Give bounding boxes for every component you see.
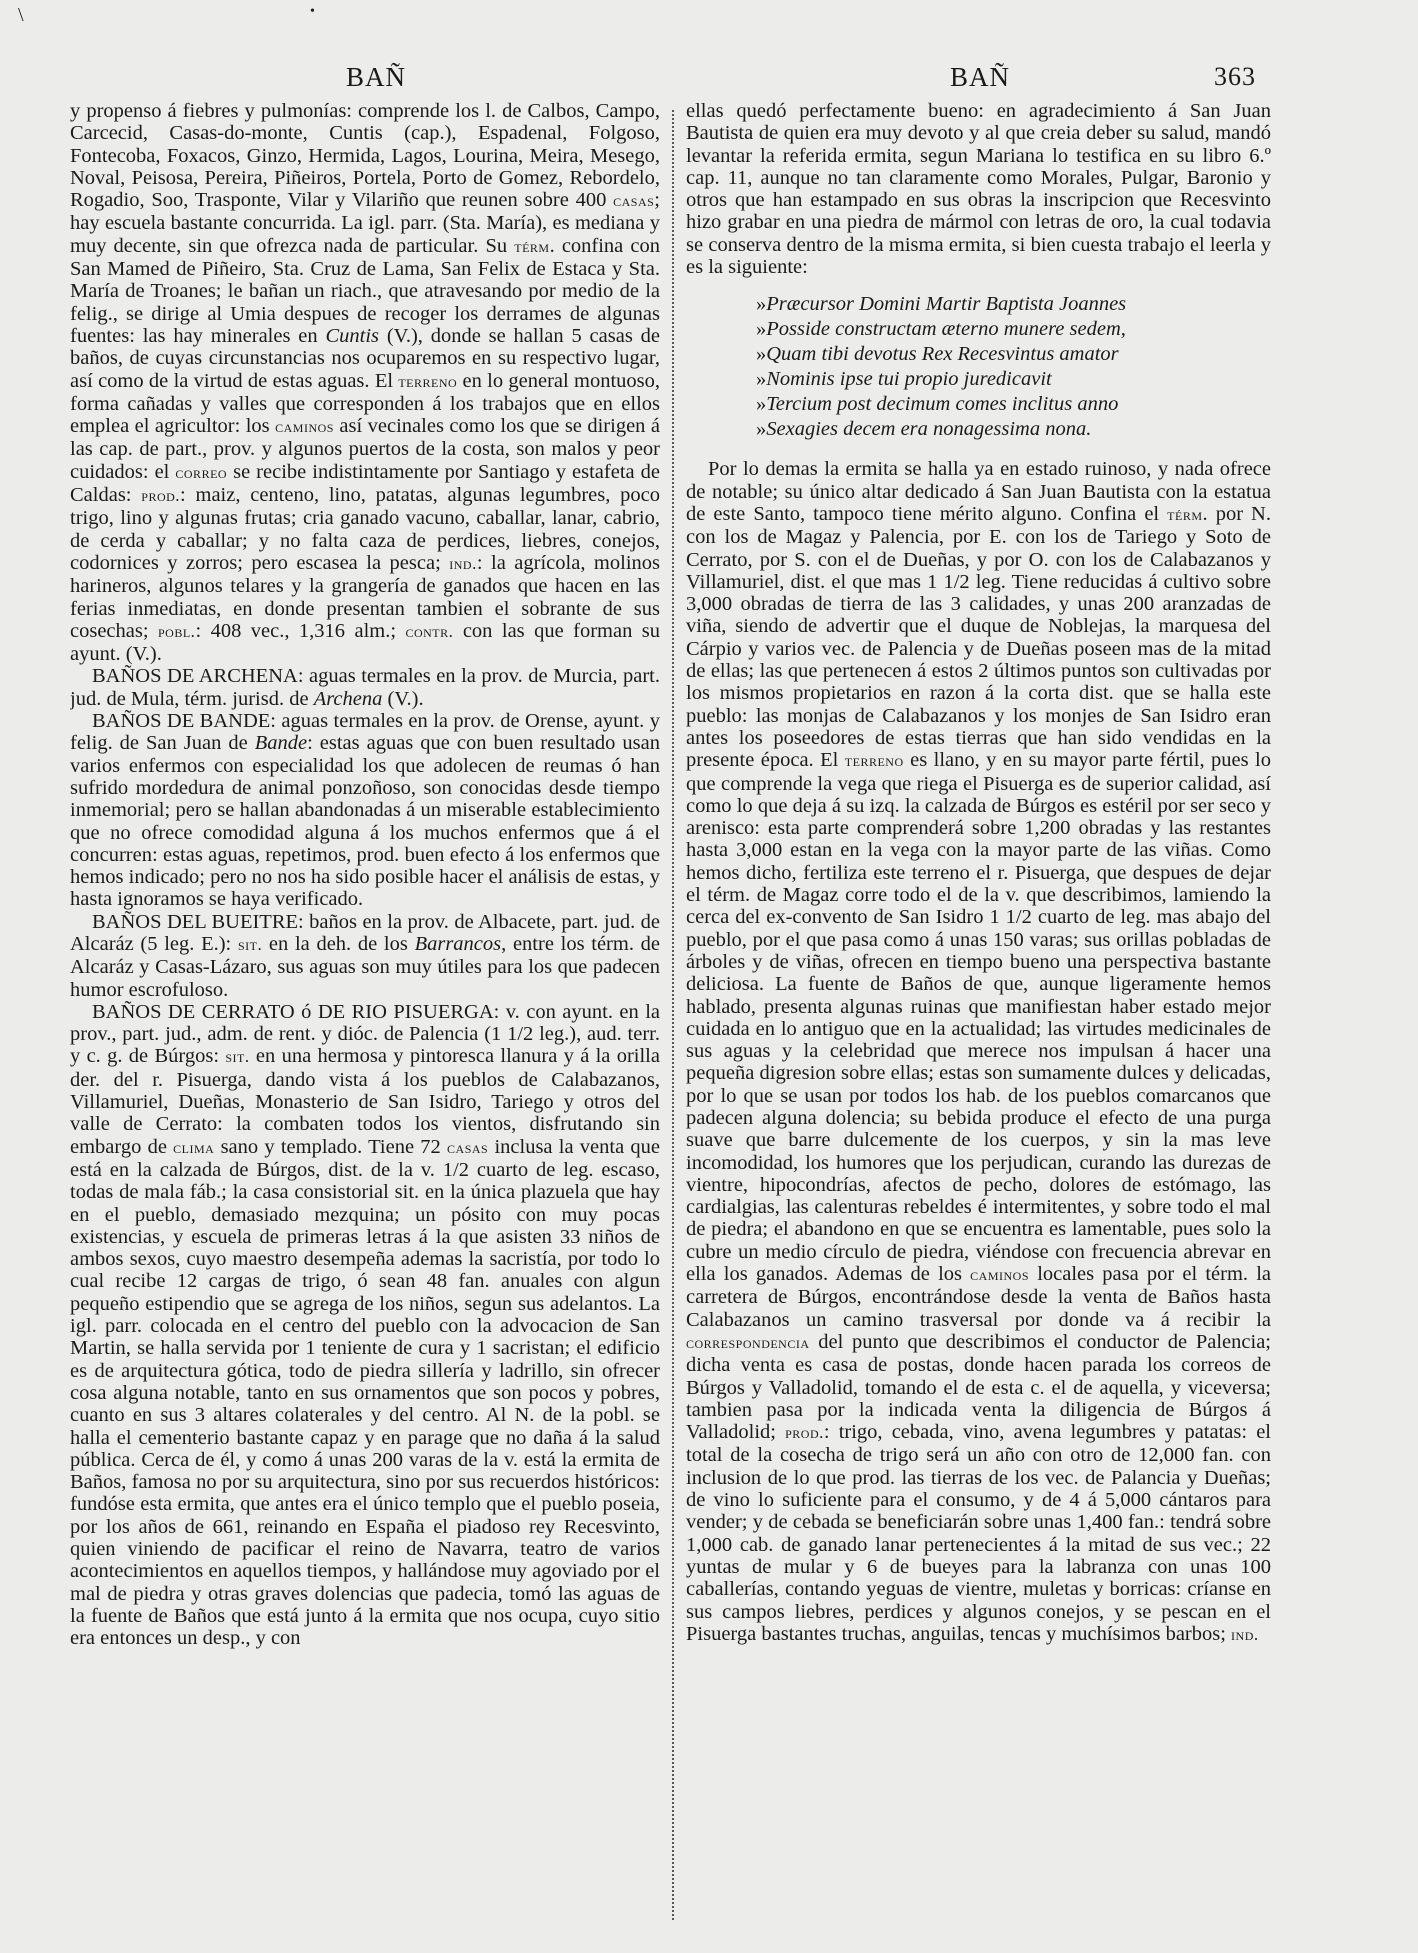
cerrato-continuation: ellas quedó perfectamente bueno: en agradecimiento á San Juan Bautista de quien era muy devoto y al que creia deber su salud, mandó levantar la referida ermita, segun Mariana lo testifica en su libro 6.º cap. 11, aunque no tan claramente como Morales, Pulgar, Baronio y otros que han estampado en sus obras la inscripcion que Recesvinto hizo grabar en una piedra de mármol con letras de oro, la cual todavia se conserva dentro de la misma ermita, si bien cuesta trabajo el leerla y es la siguiente: xyxy=(686,100,1271,279)
corner-mark: \ xyxy=(18,4,24,26)
column-divider xyxy=(672,110,674,1920)
entry-banos-de-bande: BAÑOS DE BANDE: aguas termales en la prov. de Orense, ayunt. y felig. de San Juan de Bande: estas aguas que con buen resultado usan varios enfermos con especialidad los que adolecen de reumas ó han sufrido mordedura de animal ponzoñoso, son conocidas desde tiempo inmemorial; pero se hallan abandonadas á un miserable establecimiento que no ofrece comodidad alguna á los muchos enfermos que á el concurren: estas aguas, repetimos, prod. buen efecto á los enfermos que hemos indicado; pero no nos ha sido posible hacer el análisis de estas, y hasta ignoramos se haya verificado. xyxy=(70,710,660,911)
entry-banos-del-bueitre: BAÑOS DEL BUEITRE: baños en la prov. de Albacete, part. jud. de Alcaráz (5 leg. E.): sit. en la deh. de los Barrancos, entre los térm. de Alcaráz y Casas-Lázaro, sus aguas son muy útiles para los que padecen humor escrofuloso. xyxy=(70,910,660,1001)
verse-line: »Nominis ipse tui propio juredicavit xyxy=(756,368,1052,391)
left-column xyxy=(70,100,660,1930)
entry-banos-de-cerrato: BAÑOS DE CERRATO ó DE RIO PISUERGA: v. con ayunt. en la prov., part. jud., adm. de rent. y dióc. de Palencia (1 1/2 leg.), aud. terr. y c. g. de Búrgos: sit. en una hermosa y pintoresca llanura y á la orilla der. del r. Pisuerga, dando vista á los pueblos de Calabazanos, Villamuriel, Dueñas, Monasterio de San Isidro, Tariego y otros del valle de Cerrato: la combaten todos los vientos, disfrutando sin embargo de clima sano y templado. Tiene 72 casas inclusa la venta que está en la calzada de Búrgos, dist. de la v. 1/2 cuarto de leg. escaso, todas de mala fáb.; la casa consistorial sit. en la única plazuela que hay en el pueblo, demasiado mezquina; un pósito con muy pocas existencias, y escuela de primeras letras á la que asisten 33 niños de ambos sexos, cuyo maestro desempeña ademas la sacristía, por todo lo cual recibe 12 cargas de trigo, ó sean 48 fan. anuales con algun pequeño estipendio que se agrega de los niños, segun sus adelantos. La igl. parr. colocada en el centro del pueblo con la advocacion de San Martin, se halla servida por 1 teniente de cura y 1 sacristan; el edificio es de arquitectura gótica, todo de piedra sillería y ladrillo, sin ofrecer cosa alguna notable, tanto en sus ornamentos que son pocos y pobres, cuanto en sus 3 altares colaterales y del centro. Al N. de la pobl. se halla el cementerio bastante capaz y en parage que no daña á la salud pública. Cerca de él, y como á unas 200 varas de la v. está la ermita de Baños, famosa no por su arquitectura, sino por sus recuerdos históricos: fundóse esta ermita, que antes era el único templo que el pueblo poseia, por los años de 661, reinando en España el piadoso rey Recesvinto, quien viniendo de pacificar el reino de Navarra, teatro de varios acontecimientos en aquellos tiempos, y hallándose muy agoviado por el mal de piedra y otras graves dolencias que padecia, tomó las aguas de la fuente de Baños que está junto á la ermita que nos ocupa, cuyo sitio era entonces un desp., y con xyxy=(70,1000,660,1650)
inscription-verse xyxy=(756,292,1271,442)
entry-banos-de-archena: BAÑOS DE ARCHENA: aguas termales en la prov. de Murcia, part. jud. de Mula, térm. jurisd. de Archena (V.). xyxy=(70,665,660,710)
verse-line: »Quam tibi devotus Rex Recesvintus amator xyxy=(756,343,1119,366)
left-running-head: BAÑ xyxy=(346,62,407,92)
right-running-head: BAÑ xyxy=(950,62,1011,92)
page-number: 363 xyxy=(1214,62,1256,91)
top-dot-mark: • xyxy=(310,4,315,19)
verse-line: »Posside constructam æterno munere sedem, xyxy=(756,318,1126,341)
verse-line: »Præcursor Domini Martir Baptista Joannes xyxy=(756,293,1127,316)
right-column xyxy=(686,100,1271,1930)
entry-continuation: y propenso á fiebres y pulmonías: comprende los l. de Calbos, Campo, Carcecid, Casas-do-monte, Cuntis (cap.), Espadenal, Folgoso, Fontecoba, Foxacos, Ginzo, Hermida, Lagos, Lourina, Meira, Mesego, Noval, Peisosa, Pereira, Piñeiros, Portela, Porto de Gomez, Rebordelo, Rogadio, Soo, Trasponte, Vilar y Vilariño que reunen sobre 400 casas; hay escuela bastante concurrida. La igl. parr. (Sta. María), es mediana y muy decente, sin que ofrezca nada de particular. Su térm. confina con San Mamed de Piñeiro, Sta. Cruz de Lama, San Felix de Estaca y Sta. María de Troanes; le bañan un riach., que atravesando por medio de la felig., se dirige al Umia despues de recoger los derrames de algunas fuentes: las hay minerales en Cuntis (V.), donde se hallan 5 casas de baños, de cuyas circunstancias nos ocuparemos en su respectivo lugar, así como de la virtud de estas aguas. El terreno en lo general montuoso, forma cañadas y valles que corresponden á los trabajos que en ellos emplea el agricultor: los caminos así vecinales como los que se dirigen á las cap. de part., prov. y algunos puertos de la costa, son malos y peor cuidados: el correo se recibe indistintamente por Santiago y estafeta de Caldas: prod.: maiz, centeno, lino, patatas, algunas legumbres, poco trigo, lino y algunas frutas; cria ganado vacuno, caballar, lanar, cabrio, de cerda y caballar; y no falta caza de perdices, liebres, conejos, codornices y zorros; pero escasea la pesca; ind.: la agrícola, molinos harineros, algunos telares y la grangería de ganados que hacen en las ferias inmediatas, en donde presentan tambien el sobrante de sus cosechas; pobl.: 408 vec., 1,316 alm.; contr. con las que forman su ayunt. (V.). xyxy=(70,100,660,666)
cerrato-description: Por lo demas la ermita se halla ya en estado ruinoso, y nada ofrece de notable; su único altar dedicado á San Juan Bautista con la estatua de este Santo, tampoco tiene mérito alguno. Confina el térm. por N. con los de Magaz y Palencia, por E. con los de Tariego y Soto de Cerrato, por S. con el de Dueñas, y por O. con los de Calabazanos y Villamuriel, dist. el que mas 1 1/2 leg. Tiene reducidas á cultivo sobre 3,000 obradas de tierra de las 3 calidades, y unas 200 aranzadas de viña, siendo de advertir que el duque de Noblejas, la marquesa del Cárpio y varios vec. de Palencia y de Dueñas poseen mas de la mitad de ellas; las que pertenecen á estos 2 últimos puntos son cultivadas por los mismos propietarios en razon á la corta dist. que se halla este pueblo: las monjas de Calabazanos y los monjes de San Isidro eran antes los poseedores de estas tierras que han sido vendidas en la presente época. El terreno es llano, y en su mayor parte fértil, pues lo que comprende la vega que riega el Pisuerga es de superior calidad, así como lo que deja á su izq. la calzada de Búrgos es estéril por ser seco y arenisco: esta parte comprenderá sobre 1,200 obradas y las restantes hasta 3,000 estan en la vega con la mayor parte de las viñas. Como hemos dicho, fertiliza este terreno el r. Pisuerga, que despues de dejar el térm. de Magaz corre todo el de la v. que describimos, lamiendo la cerca del ex-convento de San Isidro 1 1/2 cuarto de leg. mas abajo del pueblo, por el que pasa como á unas 150 varas; sus orillas pobladas de árboles y de viñas, ofrecen en tiempo bueno una perspectiva bastante deliciosa. La fuente de Baños de que, aunque ligeramente hemos hablado, presenta algunas ruinas que manifiestan haber estado mejor cuidada en lo antiguo que en la actualidad; las virtudes medicinales de sus aguas y la celebridad que merece nos impulsan á hacer una pequeña digresion sobre ellas; estas son sumamente dulces y delicadas, por lo que se usan por todos los hab. de los pueblos comarcanos que padecen alguna dolencia; su bebida produce el efecto de una purga suave que barre dulcemente de los cuerpos, y sin la mas leve incomodidad, los humores que los perjudican, curando las durezas de vientre, hipocondrías, afectos de pecho, dolores de estómago, las cardialgias, las calenturas rebeldes é intermitentes, y sobre todo el mal de piedra; el abandono en que se encuentra es lamentable, pues solo la cubre un medio círculo de piedra, viéndose con frecuencia abrevar en ella los ganados. Ademas de los caminos locales pasa por el térm. la carretera de Búrgos, encontrándose desde la venta de Baños hasta Calabazanos un camino trasversal por donde va á recibir la correspondencia del punto que describimos el conductor de Palencia; dicha venta es casa de postas, donde hacen parada los correos de Búrgos y Valladolid, tomando el de esta c. el de aquella, y viceversa; tambien pasa por la indicada venta la diligencia de Búrgos á Valladolid; prod.: trigo, cebada, vino, avena legumbres y patatas: el total de la cosecha de trigo será un año con otro de 12,000 fan. con inclusion de lo que prod. las tierras de los vec. de Palancia y Dueñas; de vino lo suficiente para el consumo, y de 4 á 5,000 cántaros para vender; y de cebada se beneficiarán sobre unas 1,400 fan.: tendrá sobre 1,000 cab. de ganado lanar pertenecientes á la mitad de sus vec.; 22 yuntas de mular y 6 de bueyes para la labranza con unas 100 caballerías, contando yeguas de vientre, muletas y borricas: críanse en sus campos liebres, perdices y algunos conejos, y se pescan en el Pisuerga bastantes truchas, anguilas, tencas y muchísimos barbos; ind. xyxy=(686,458,1271,1645)
verse-line: »Sexagies decem era nonagessima nona. xyxy=(756,418,1092,441)
verse-line: »Tercium post decimum comes inclitus anno xyxy=(756,393,1119,416)
